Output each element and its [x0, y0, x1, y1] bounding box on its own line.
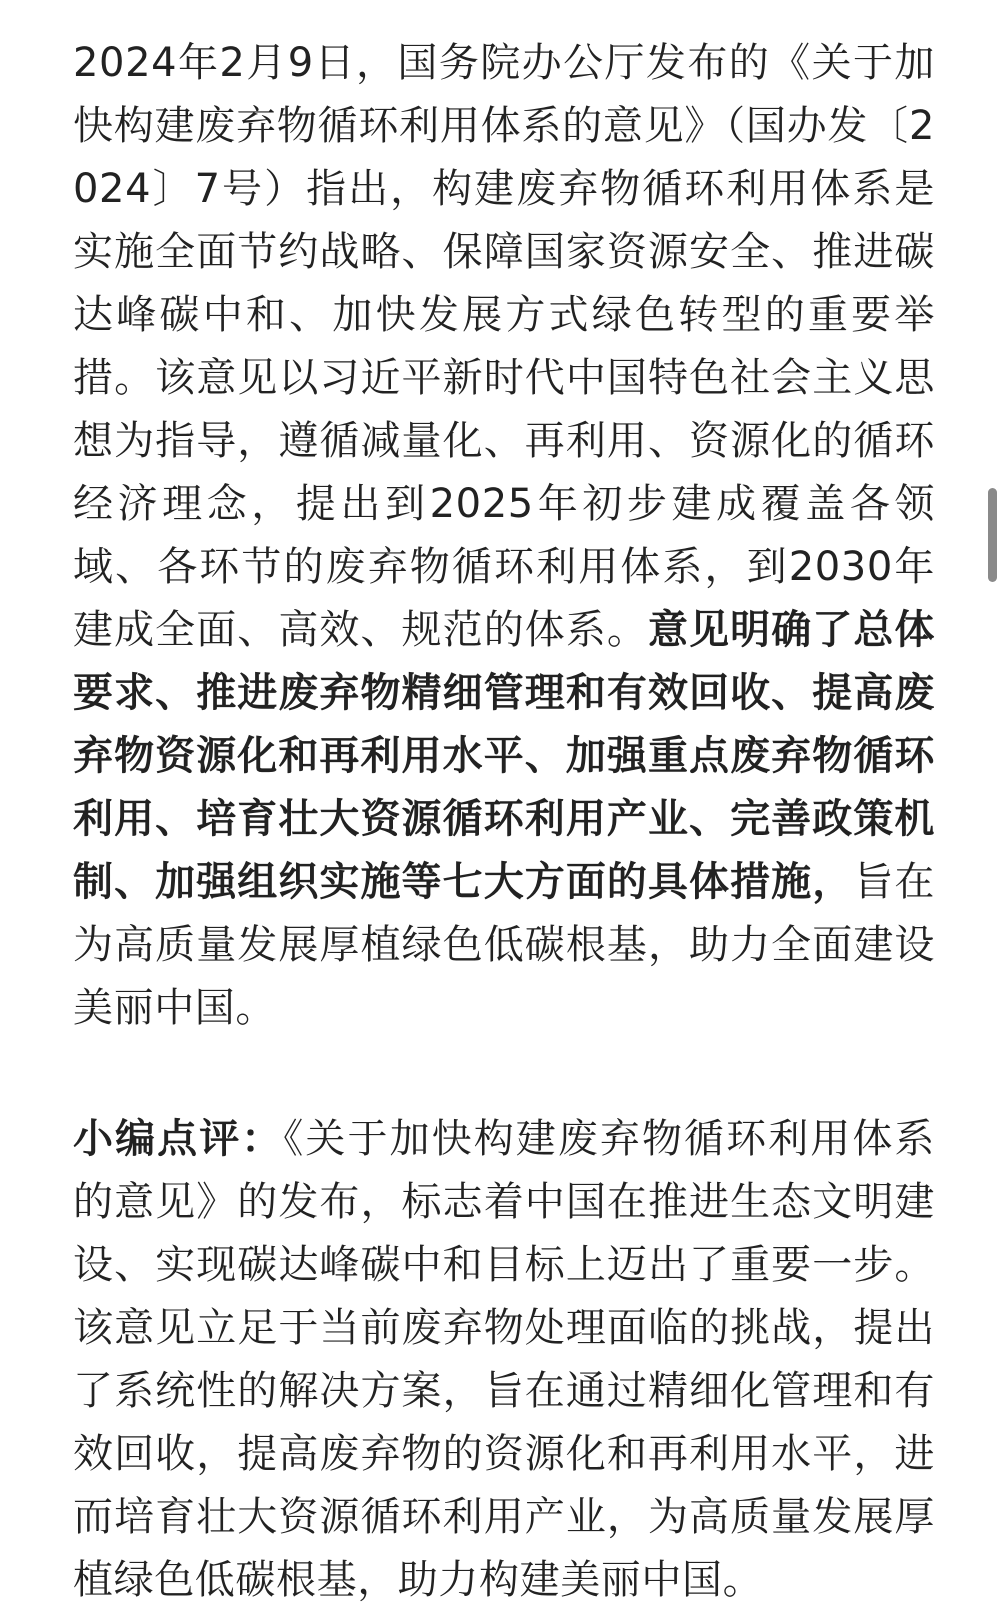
news-paragraph: [73, 32, 935, 1040]
news-intro-text: 2024年2月9日，国务院办公厅发布的《关于加快构建废弃物循环利用体系的意见》（国办发〔2024〕7号）指出，构建废弃物循环利用体系是实施全面节约战略、保障国家资源安全、推进碳达峰碳中和、加快发展方式绿色转型的重要举措。该意见以习近平新时代中国特色社会主义思想为指导，遵循减量化、再利用、资源化的循环经济理念，提出到2025年初步建成覆盖各领域、各环节的废弃物循环利用体系，到2030年建成全面、高效、规范的体系。: [73, 40, 935, 653]
article-body: [73, 32, 935, 1612]
news-closing-text: 旨在为高质量发展厚植绿色低碳根基，助力全面建设美丽中国。: [73, 859, 935, 1031]
editor-comment-text: 《关于加快构建废弃物循环利用体系的意见》的发布，标志着中国在推进生态文明建设、实现碳达峰碳中和目标上迈出了重要一步。该意见立足于当前废弃物处理面临的挑战，提出了系统性的解决方案，旨在通过精细化管理和有效回收，提高废弃物的资源化和再利用水平，进而培育壮大资源循环利用产业，为高质量发展厚植绿色低碳根基，助力构建美丽中国。: [73, 1116, 936, 1603]
vertical-scrollbar[interactable]: [988, 488, 997, 582]
editor-comment-label: 小编点评：: [73, 1116, 284, 1162]
editor-comment-paragraph: [73, 1108, 935, 1612]
news-key-measures-text: 意见明确了总体要求、推进废弃物精细管理和有效回收、提高废弃物资源化和再利用水平、加强重点废弃物循环利用、培育壮大资源循环利用产业、完善政策机制、加强组织实施等七大方面的具体措施，: [73, 607, 936, 905]
